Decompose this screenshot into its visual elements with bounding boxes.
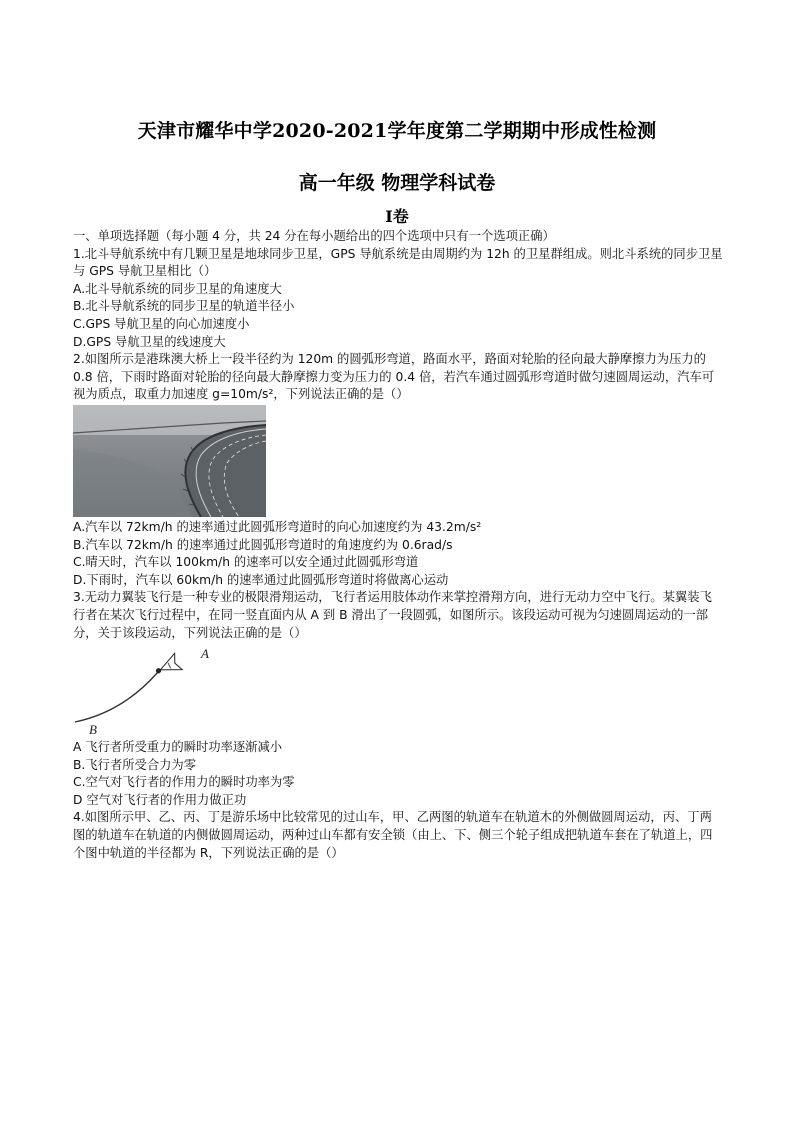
question-3-option-a: A 飞行者所受重力的瞬时功率逐渐减小 — [73, 740, 283, 755]
wingsuit-flyer-icon — [152, 653, 182, 680]
volume-label: Ⅰ卷 — [385, 207, 409, 226]
question-4-stem: 4.如图所示甲、乙、丙、丁是游乐场中比较常见的过山车，甲、乙两图的轨道车在轨道木的外侧做圆周运动，丙、丁两图的轨道车在轨道的内侧做圆周运动，两种过山车都有安全锁（由上、下、侧三个轮子组成把轨道车套在了轨道上，四个图中轨道的半径都为 R，下列说法正确的是（） — [73, 810, 713, 860]
question-3-option-d: D 空气对飞行者的作用力做正功 — [73, 792, 247, 807]
exam-body — [73, 228, 723, 862]
question-2-option-b: B.汽车以 72km/h 的速率通过此圆弧形弯道时的角速度约为 0.6rad/s — [73, 537, 453, 552]
question-1-option-d: D.GPS 导航卫星的线速度大 — [73, 334, 226, 349]
section-heading: 一、单项选择题（每小题 4 分，共 24 分在每小题给出的四个选项中只有一个选项正确） — [73, 229, 555, 243]
wingsuit-arc-diagram — [73, 642, 223, 738]
question-3-stem: 3.无动力翼装飞行是一种专业的极限滑翔运动，飞行者运用肢体动作来掌控滑翔方向，进行无动力空中飞行。某翼装飞行者在某次飞行过程中，在同一竖直面内从 A 到 B 滑出了一段圆弧，如图所示。该段运动可视为匀速圆周运动的一部分，关于该段运动，下列说法正确的是（） — [73, 590, 712, 640]
bridge-photo — [73, 405, 266, 517]
question-1-option-a: A.北斗导航系统的同步卫星的角速度大 — [73, 281, 282, 296]
question-2-option-d: D.下雨时，汽车以 60km/h 的速率通过此圆弧形弯道时将做离心运动 — [73, 572, 449, 587]
point-b-label: B — [89, 722, 97, 738]
question-1-option-b: B.北斗导航系统的同步卫星的轨道半径小 — [73, 299, 295, 314]
question-3-option-b: B.飞行者所受合力为零 — [73, 757, 197, 772]
question-2-stem: 2.如图所示是港珠澳大桥上一段半径约为 120m 的圆弧形弯道，路面水平，路面对轮胎的径向最大静摩擦力为压力的 0.8 倍，下雨时路面对轮胎的径向最大静摩擦力变为压力的 0.4 倍，若汽车通过圆弧形弯道时做匀速圆周运动，汽车可视为质点，取重力加速度 g=10m/s²，下列说法正确的是（） — [73, 352, 715, 402]
exam-subject-title: 高一年级 物理学科试卷 — [298, 172, 496, 194]
question-2-option-a: A.汽车以 72km/h 的速率通过此圆弧形弯道时的向心加速度约为 43.2m/s² — [73, 519, 482, 534]
question-3-option-c: C.空气对飞行者的作用力的瞬时功率为零 — [73, 775, 295, 790]
question-2-option-c: C.晴天时，汽车以 100km/h 的速率可以安全通过此圆弧形弯道 — [73, 555, 419, 570]
question-1-stem: 1.北斗导航系统中有几颗卫星是地球同步卫星，GPS 导航系统是由周期约为 12h 的卫星群组成。则北斗系统的同步卫星与 GPS 导航卫星相比（） — [73, 246, 723, 279]
point-a-label: A — [201, 646, 209, 662]
exam-school-title: 天津市耀华中学2020-2021学年度第二学期期中形成性检测 — [137, 120, 657, 142]
question-1-option-c: C.GPS 导航卫星的向心加速度小 — [73, 316, 250, 331]
